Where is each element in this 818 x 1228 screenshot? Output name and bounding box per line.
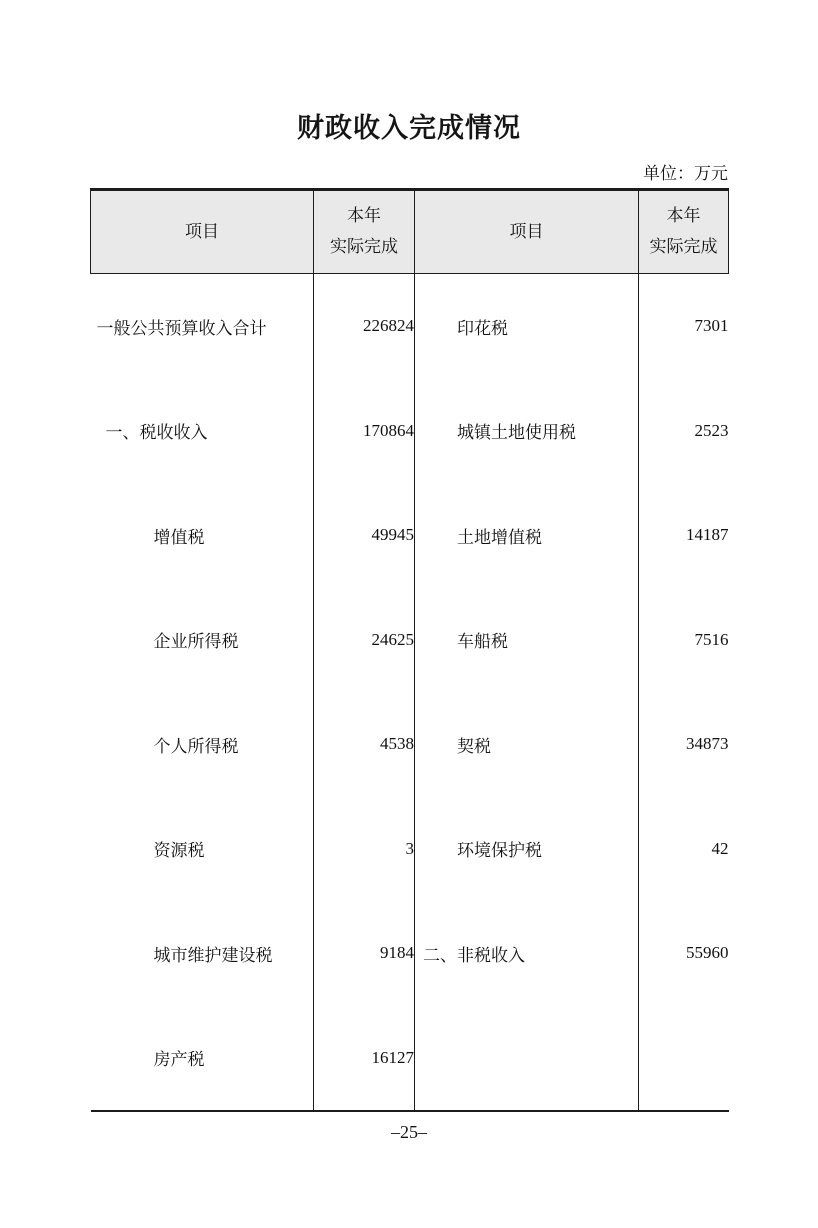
header-value-left-line1: 本年 bbox=[347, 206, 381, 226]
table-row bbox=[91, 588, 729, 693]
unit-label: 单位：万元 bbox=[643, 164, 728, 183]
header-value-left bbox=[314, 190, 415, 274]
value-cell-left: 3 bbox=[314, 797, 415, 902]
value-cell-left: 226824 bbox=[314, 274, 415, 379]
item-cell-left: 增值税 bbox=[91, 483, 314, 588]
item-cell-left: 房产税 bbox=[91, 1006, 314, 1112]
value-cell-right: 42 bbox=[711, 838, 729, 858]
header-value-right-line1: 本年 bbox=[666, 206, 701, 226]
value-cell-left: 16127 bbox=[314, 1006, 415, 1112]
item-cell-left: 个人所得税 bbox=[91, 692, 314, 797]
value-cell-right: 2523 bbox=[694, 420, 729, 440]
item-cell-right: 土地增值税 bbox=[415, 483, 639, 588]
table-body bbox=[91, 274, 729, 1112]
value-cell-right: 55960 bbox=[686, 943, 729, 963]
item-cell-right: 二、非税收入 bbox=[415, 901, 639, 1006]
table-row bbox=[91, 797, 729, 902]
header-value-right bbox=[639, 190, 729, 274]
table-row bbox=[91, 692, 729, 797]
header-item-left: 项目 bbox=[91, 190, 314, 274]
page-title: 财政收入完成情况 bbox=[297, 113, 521, 143]
page-number: –25– bbox=[391, 1122, 427, 1142]
item-cell-right: 城镇土地使用税 bbox=[415, 379, 639, 484]
value-cell-right: 34873 bbox=[686, 734, 729, 754]
table-row bbox=[91, 274, 729, 379]
value-cell-right: 14187 bbox=[686, 525, 729, 545]
header-value-left-line2: 实际完成 bbox=[330, 237, 398, 256]
item-cell-left: 一般公共预算收入合计 bbox=[91, 274, 314, 379]
item-cell-right: 车船税 bbox=[415, 588, 639, 693]
header-item-right: 项目 bbox=[415, 190, 639, 274]
item-cell-right: 印花税 bbox=[415, 274, 639, 379]
fiscal-revenue-table bbox=[90, 188, 729, 1112]
value-cell-left: 170864 bbox=[314, 379, 415, 484]
table-header bbox=[91, 190, 729, 274]
value-cell-right: 7301 bbox=[694, 316, 729, 336]
value-cell-right: 7516 bbox=[694, 629, 729, 649]
value-cell-left: 49945 bbox=[314, 483, 415, 588]
table-row bbox=[91, 379, 729, 484]
item-cell-left: 城市维护建设税 bbox=[91, 901, 314, 1006]
header-row bbox=[91, 190, 729, 274]
header-value-right-line2: 实际完成 bbox=[649, 237, 718, 256]
table-container bbox=[90, 159, 728, 1143]
value-cell-left: 4538 bbox=[314, 692, 415, 797]
item-cell-left: 一、税收收入 bbox=[91, 379, 314, 484]
value-cell-right bbox=[639, 1006, 729, 1112]
item-cell-right: 契税 bbox=[415, 692, 639, 797]
item-cell-left: 资源税 bbox=[91, 797, 314, 902]
item-cell-right: 环境保护税 bbox=[415, 797, 639, 902]
value-cell-left: 24625 bbox=[314, 588, 415, 693]
table-row bbox=[91, 483, 729, 588]
item-cell-left: 企业所得税 bbox=[91, 588, 314, 693]
table-row bbox=[91, 901, 729, 1006]
value-cell-left: 9184 bbox=[314, 901, 415, 1006]
item-cell-right bbox=[415, 1006, 639, 1112]
table-row bbox=[91, 1006, 729, 1112]
